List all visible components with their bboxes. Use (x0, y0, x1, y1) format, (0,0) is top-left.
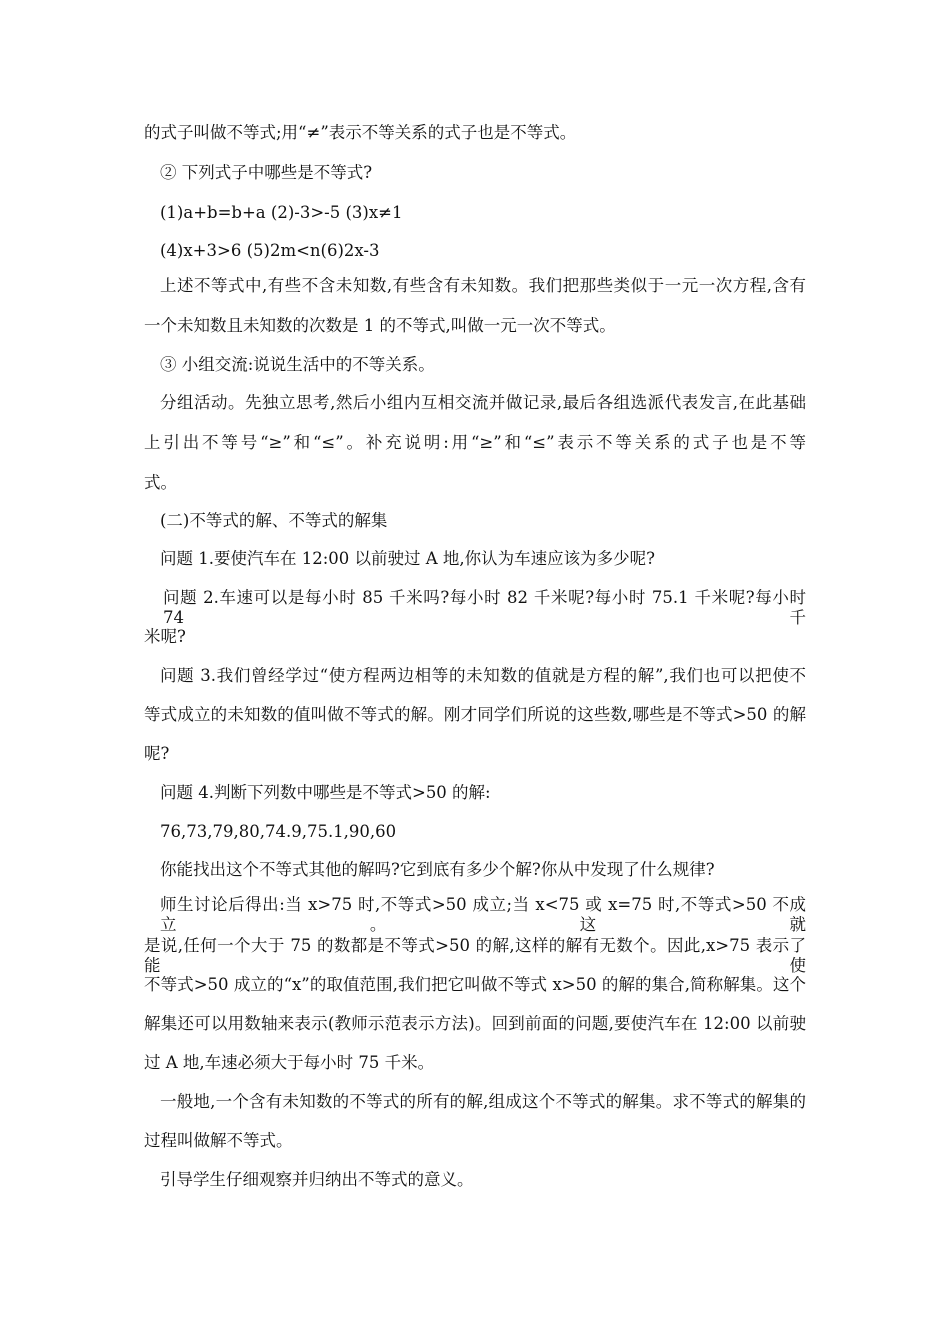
text-line: 你能找出这个不等式其他的解吗?它到底有多少个解?你从中发现了什么规律? (160, 860, 715, 879)
text-line: 一个未知数且未知数的次数是 1 的不等式,叫做一元一次不等式。 (144, 316, 616, 335)
section-heading: (二)不等式的解、不等式的解集 (160, 511, 388, 530)
text-line: 解集还可以用数轴来表示(教师示范表示方法)。回到前面的问题,要使汽车在 12:00 以前驶 (144, 1014, 806, 1033)
text-line: 师生讨论后得出:当 x>75 时,不等式>50 成立;当 x<75 或 x=75 时,不等式>50 不成立。这就 (160, 895, 806, 934)
text-line: 76,73,79,80,74.9,75.1,90,60 (160, 822, 397, 841)
text-line: 一般地,一个含有未知数的不等式的所有的解,组成这个不等式的解集。求不等式的解集的 (160, 1092, 806, 1111)
text-line: 是说,任何一个大于 75 的数都是不等式>50 的解,这样的解有无数个。因此,x>75 表示了能使 (144, 936, 806, 975)
text-line: 呢? (144, 744, 170, 763)
text-line: 上述不等式中,有些不含未知数,有些含有未知数。我们把那些类似于一元一次方程,含有 (160, 276, 806, 295)
text-line: (1)a+b=b+a (2)-3>-5 (3)x≠1 (160, 203, 403, 222)
text-line: 问题 1.要使汽车在 12:00 以前驶过 A 地,你认为车速应该为多少呢? (160, 549, 656, 568)
text-line: 过程叫做解不等式。 (144, 1131, 293, 1150)
text-line: 分组活动。先独立思考,然后小组内互相交流并做记录,最后各组选派代表发言,在此基础 (160, 393, 806, 412)
text-line: 的式子叫做不等式;用“≠”表示不等关系的式子也是不等式。 (144, 123, 577, 142)
text-line: 问题 2.车速可以是每小时 85 千米吗?每小时 82 千米呢?每小时 75.1 千米呢?每小时 74 千 (163, 588, 806, 627)
text-line: 问题 3.我们曾经学过“使方程两边相等的未知数的值就是方程的解”,我们也可以把使不 (160, 666, 806, 685)
text-line: 过 A 地,车速必须大于每小时 75 千米。 (144, 1053, 435, 1072)
text-line: 式。 (144, 473, 177, 492)
text-line: 上引出不等号“≥”和“≤”。补充说明:用“≥”和“≤”表示不等关系的式子也是不等 (144, 433, 806, 452)
text-line: 引导学生仔细观察并归纳出不等式的意义。 (160, 1170, 474, 1189)
text-line: 等式成立的未知数的值叫做不等式的解。刚才同学们所说的这些数,哪些是不等式>50 的解 (144, 705, 806, 724)
text-line: 问题 4.判断下列数中哪些是不等式>50 的解: (160, 783, 491, 802)
text-line: (4)x+3>6 (5)2m<n(6)2x-3 (160, 241, 380, 260)
text-line: 不等式>50 成立的“x”的取值范围,我们把它叫做不等式 x>50 的解的集合,简称解集。这个 (144, 975, 806, 994)
text-line: ② 下列式子中哪些是不等式? (160, 163, 373, 182)
text-line: 米呢? (144, 627, 186, 646)
text-line: ③ 小组交流:说说生活中的不等关系。 (160, 355, 435, 374)
